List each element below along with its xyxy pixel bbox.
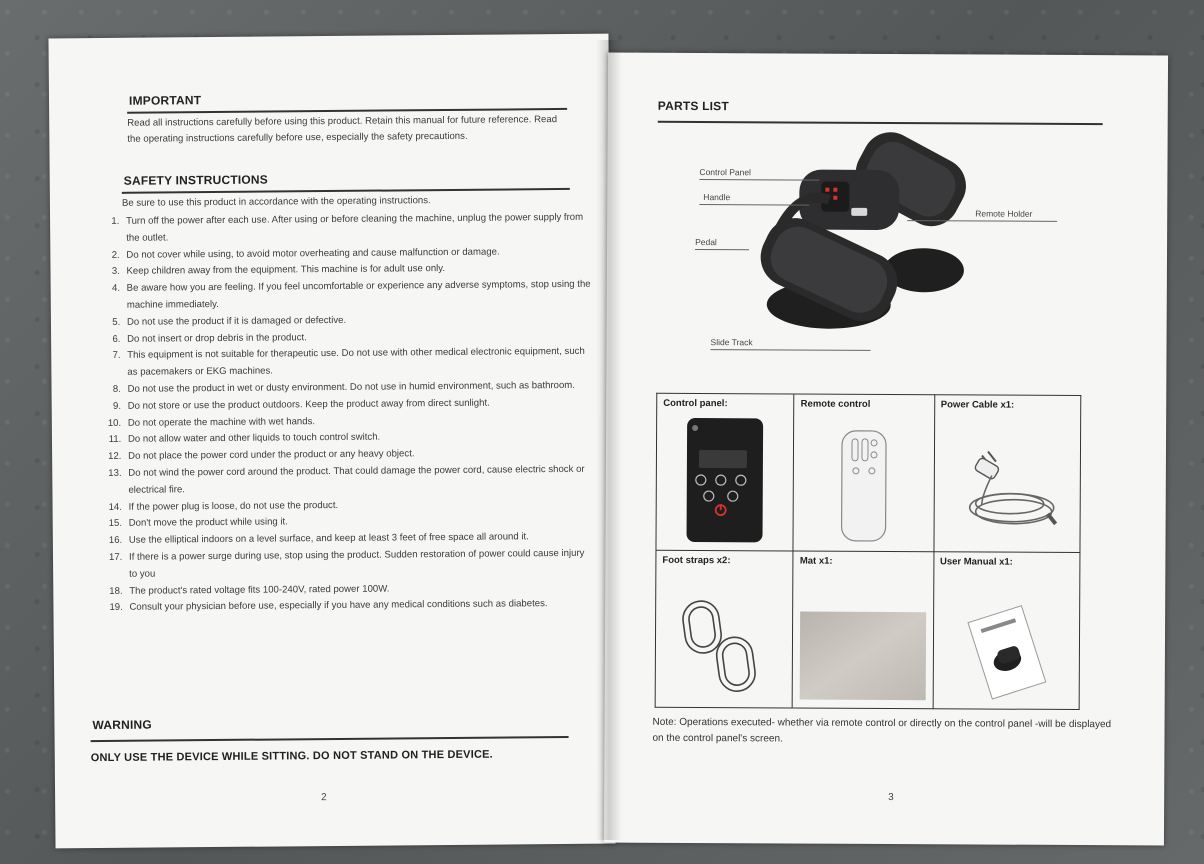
cell-user-manual bbox=[933, 552, 1080, 710]
parts-list-rule bbox=[658, 121, 1103, 125]
safety-item: 11. Do not allow water and other liquids to touch control switch. bbox=[124, 428, 594, 449]
safety-item: 13. Do not wind the power cord around the product. That could damage the power cord, cause electric shock or electrical fire. bbox=[124, 462, 594, 500]
safety-intro: Be sure to use this product in accordance with the operating instructions. bbox=[121, 195, 431, 209]
product-illustration-icon bbox=[738, 129, 989, 360]
cell-label: Mat x1: bbox=[799, 555, 833, 567]
cell-power-cable bbox=[934, 395, 1081, 553]
safety-item: 12. Do not place the power cord under the product or any heavy object. bbox=[124, 445, 594, 466]
safety-item: 2. Do not cover while using, to avoid motor overheating and cause malfunction or damage. bbox=[122, 243, 592, 264]
safety-item: 16. Use the elliptical indoors on a level surface, and keep at least 3 feet of free space all around it. bbox=[125, 529, 595, 550]
cell-label: Control panel: bbox=[663, 397, 728, 410]
cell-label: Foot straps x2: bbox=[662, 554, 731, 567]
safety-item: 5. Do not use the product if it is damaged or defective. bbox=[123, 310, 593, 331]
cell-label: User Manual x1: bbox=[939, 556, 1013, 568]
cell-remote-control bbox=[793, 394, 934, 552]
important-heading: IMPORTANT bbox=[128, 93, 202, 108]
user-manual-image-icon bbox=[961, 602, 1052, 702]
callout-remote-holder: Remote Holder bbox=[975, 208, 1033, 219]
left-page bbox=[48, 34, 615, 849]
cell-foot-straps bbox=[655, 550, 793, 708]
safety-item: 1. Turn off the power after each use. After using or before cleaning the machine, unplug the power supply from the outlet. bbox=[122, 210, 592, 248]
parts-table bbox=[655, 393, 1082, 710]
mat-image-icon bbox=[798, 610, 928, 703]
safety-item: 8. Do not use the product in wet or dusty environment. Do not use in humid environment, such as bathroom. bbox=[123, 378, 593, 399]
cell-label: Power Cable x1: bbox=[940, 399, 1015, 411]
safety-item: 17. If there is a power surge during use, stop using the product. Sudden restoration of power could cause injury to you bbox=[125, 546, 595, 584]
callout-handle: Handle bbox=[703, 192, 731, 203]
safety-item: 10. Do not operate the machine with wet hands. bbox=[124, 411, 594, 432]
safety-heading: SAFETY INSTRUCTIONS bbox=[123, 172, 269, 188]
warning-heading: WARNING bbox=[92, 717, 152, 733]
safety-item: 18. The product's rated voltage fits 100-240V, rated power 100W. bbox=[125, 579, 595, 600]
note-text: Note: Operations executed- whether via remote control or directly on the control panel -will be displayed on the control panel's screen. bbox=[652, 716, 1112, 745]
callout-slide-track: Slide Track bbox=[710, 337, 753, 348]
safety-item: 19. Consult your physician before use, especially if you have any medical conditions such as diabetes. bbox=[125, 596, 595, 617]
cell-label: Remote control bbox=[800, 398, 871, 410]
safety-item: 3. Keep children away from the equipment. This machine is for adult use only. bbox=[122, 260, 592, 281]
warning-rule bbox=[91, 736, 569, 742]
right-page bbox=[604, 53, 1168, 846]
cell-mat bbox=[793, 551, 934, 709]
important-text: Read all instructions carefully before using this product. Retain this manual for future reference. Read the operating instructions carefully before use, especially the safety precautions. bbox=[127, 114, 558, 145]
safety-item: 14. If the power plug is loose, do not use the product. bbox=[125, 495, 595, 516]
control-panel-image-icon bbox=[685, 416, 766, 544]
foot-straps-image-icon bbox=[674, 591, 775, 702]
safety-item: 7. This equipment is not suitable for therapeutic use. Do not use with other medical electronic equipment, such as pacemakers or EKG machines. bbox=[123, 344, 593, 382]
power-cable-image-icon bbox=[952, 445, 1063, 546]
callout-pedal-line bbox=[695, 249, 749, 250]
remote-control-image-icon bbox=[836, 427, 893, 545]
cell-control-panel bbox=[656, 393, 794, 551]
callout-pedal: Pedal bbox=[695, 236, 717, 248]
safety-item: 4. Be aware how you are feeling. If you feel uncomfortable or experience any adverse symptoms, stop using the machine immediately. bbox=[123, 277, 593, 315]
warning-text: ONLY USE THE DEVICE WHILE SITTING. DO NOT STAND ON THE DEVICE. bbox=[90, 748, 493, 765]
page-number-right: 3 bbox=[888, 792, 894, 804]
safety-list bbox=[94, 210, 595, 617]
page-number-left: 2 bbox=[321, 792, 327, 804]
parts-list-heading: PARTS LIST bbox=[657, 98, 729, 114]
safety-item: 9. Do not store or use the product outdoors. Keep the product away from direct sunlight. bbox=[124, 394, 594, 415]
safety-item: 6. Do not insert or drop debris in the product. bbox=[123, 327, 593, 348]
callout-control-panel: Control Panel bbox=[699, 167, 751, 178]
safety-item: 15. Don't move the product while using it. bbox=[125, 512, 595, 533]
